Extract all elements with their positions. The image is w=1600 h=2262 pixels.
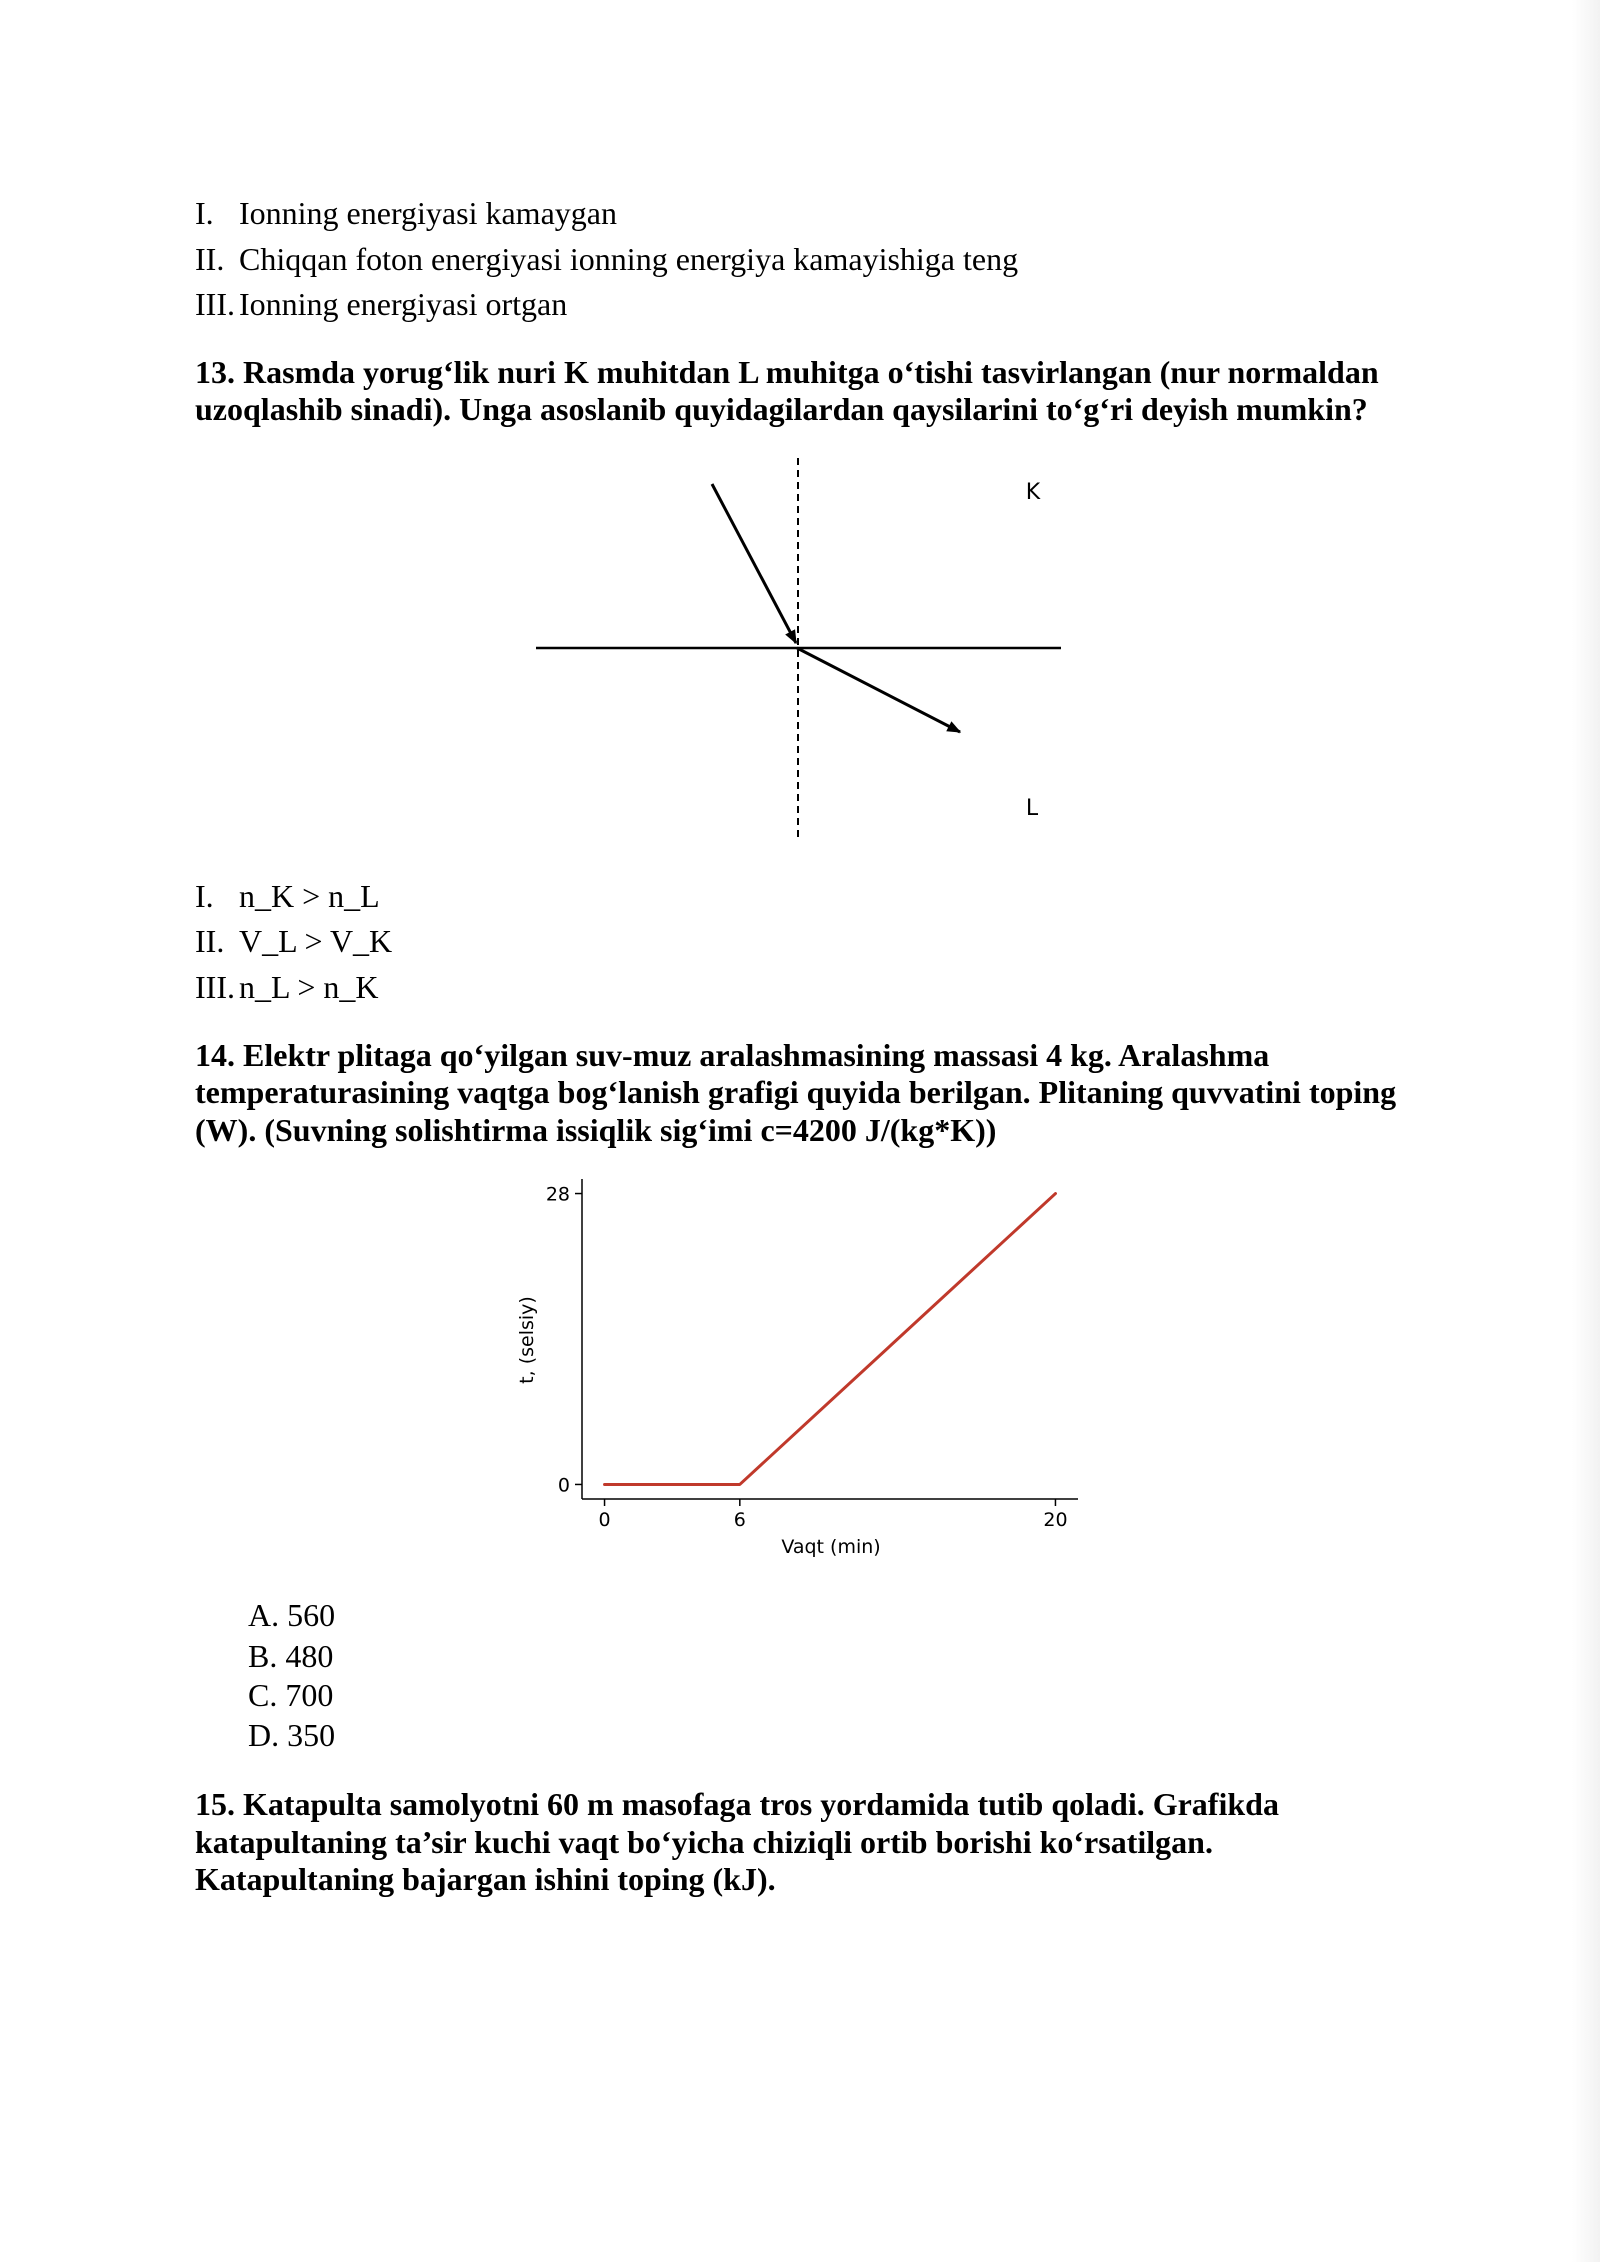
answer-b: B. 480 [248, 1638, 334, 1674]
option-text: n_K > n_L [239, 878, 380, 914]
q12-option-1 [195, 195, 617, 231]
y-tick-label: 0 [557, 1474, 570, 1497]
q14-stem-line-3: (W). (Suvning solishtirma issiqlik sig‘imi c=4200 J/(kg*K)) [195, 1112, 997, 1148]
q12-option-2 [195, 241, 1018, 277]
x-tick-label: 6 [733, 1509, 746, 1531]
option-number: I. [195, 878, 214, 914]
q12-option-3 [195, 286, 567, 322]
q14-stem-line-2: temperaturasining vaqtga bog‘lanish grafigi quyida berilgan. Plitaning quvvatini toping [195, 1074, 1397, 1110]
option-number: II. [195, 241, 225, 277]
y-axis-label: t, (selsiy) [516, 1296, 538, 1384]
answer-d: D. 350 [248, 1717, 336, 1753]
refraction-diagram [520, 450, 1080, 850]
q13-option-1 [195, 878, 380, 914]
x-axis-label: Vaqt (min) [781, 1536, 881, 1558]
medium-l-label: L [1025, 796, 1039, 821]
q13-stem-line-1: 13. Rasmda yorug‘lik nuri K muhitdan L muhitga o‘tishi tasvirlangan (nur normaldan [195, 354, 1379, 390]
option-text: Ionning energiyasi kamaygan [239, 195, 617, 231]
medium-k-label: K [1025, 480, 1041, 505]
page-edge-shade [1572, 0, 1600, 2262]
q15-stem-line-3: Katapultaning bajargan ishini toping (kJ). [195, 1861, 776, 1897]
option-text: V_L > V_K [239, 923, 393, 959]
option-text: Ionning energiyasi ortgan [239, 286, 568, 322]
refracted-ray [797, 648, 960, 732]
answer-c: C. 700 [248, 1677, 334, 1713]
option-number: I. [195, 195, 214, 231]
q15-stem-line-2: katapultaning ta’sir kuchi vaqt bo‘yicha chiziqli ortib borishi ko‘rsatilgan. [195, 1824, 1213, 1860]
q14-stem-line-1: 14. Elektr plitaga qo‘yilgan suv-muz aralashmasining massasi 4 kg. Aralashma [195, 1037, 1270, 1073]
option-number: III. [195, 969, 235, 1005]
option-number: III. [195, 286, 235, 322]
option-text: Chiqqan foton energiyasi ionning energiya kamayishiga teng [239, 241, 1019, 277]
x-tick-label: 0 [598, 1509, 611, 1531]
y-tick-label: 28 [545, 1183, 570, 1206]
option-text: n_L > n_K [239, 969, 379, 1005]
q13-option-2 [195, 923, 392, 959]
temperature-line [605, 1194, 1056, 1485]
q15-stem-line-1: 15. Katapulta samolyotni 60 m masofaga tros yordamida tutib qoladi. Grafikda [195, 1786, 1279, 1822]
temperature-time-chart [480, 1160, 1100, 1580]
q13-option-3 [195, 969, 379, 1005]
x-tick-label: 20 [1043, 1509, 1068, 1531]
option-number: II. [195, 923, 225, 959]
answer-a: A. 560 [248, 1597, 336, 1633]
q13-stem-line-2: uzoqlashib sinadi). Unga asoslanib quyidagilardan qaysilarini to‘g‘ri deyish mumkin? [195, 391, 1368, 427]
incident-ray [712, 484, 796, 643]
